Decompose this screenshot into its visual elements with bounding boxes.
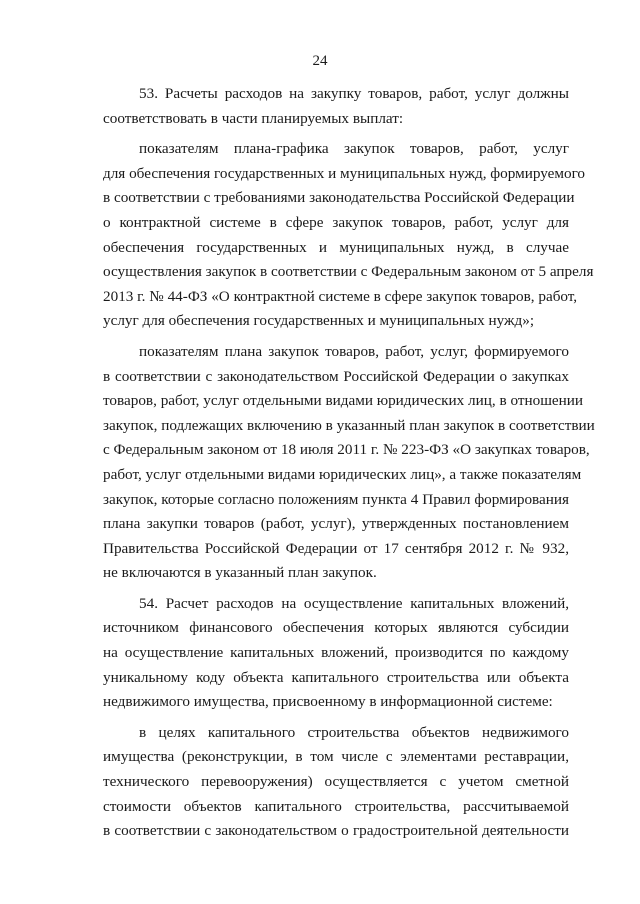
text-line: закупок, подлежащих включению в указанный план закупок в соответствии bbox=[103, 416, 595, 434]
text-line: недвижимого имущества, присвоенному в информационной системе: bbox=[103, 693, 553, 711]
text-line: обеспечения государственных и муниципальных нужд, в случае bbox=[103, 238, 569, 256]
text-line: 53. Расчеты расходов на закупку товаров, работ, услуг должны bbox=[139, 85, 569, 102]
paragraph-plan-grafik bbox=[103, 137, 594, 334]
text-line: стоимости объектов капитального строительства, рассчитываемой bbox=[103, 797, 569, 815]
text-line: в соответствии с требованиями законодательства Российской Федерации bbox=[103, 189, 575, 207]
text-line: 2013 г. № 44-ФЗ «О контрактной системе в сфере закупок товаров, работ, bbox=[103, 287, 578, 305]
text-line: с Федеральным законом от 18 июля 2011 г. № 223-ФЗ «О закупках товаров, bbox=[103, 441, 590, 459]
text-line: не включаются в указанный план закупок. bbox=[103, 564, 377, 582]
paragraph-53 bbox=[103, 82, 569, 131]
text-line: работ, услуг отдельными видами юридических лиц», а также показателям bbox=[103, 465, 582, 483]
text-line: уникальному коду объекта капитального строительства или объекта bbox=[103, 668, 569, 686]
text-line: технического перевооружения) осуществляется с учетом сметной bbox=[103, 773, 569, 791]
text-line: 54. Расчет расходов на осуществление капитальных вложений, bbox=[139, 594, 569, 612]
text-line: услуг для обеспечения государственных и муниципальных нужд»; bbox=[103, 312, 535, 330]
page-number: 24 bbox=[312, 53, 328, 69]
paragraph-plan-zakupok bbox=[103, 340, 595, 586]
text-line: в соответствии с законодательством Российской Федерации о закупках bbox=[103, 367, 569, 385]
text-line: на осуществление капитальных вложений, производится по каждому bbox=[103, 644, 569, 662]
text-line: в соответствии с законодательством о градостроительной деятельности bbox=[103, 822, 569, 840]
text-line: соответствовать в части планируемых выплат: bbox=[103, 109, 404, 127]
text-line: для обеспечения государственных и муниципальных нужд, формируемого bbox=[103, 164, 586, 182]
document-body bbox=[103, 82, 595, 844]
text-line: товаров, работ, услуг отдельными видами юридических лиц, в отношении bbox=[103, 392, 584, 410]
text-line: Правительства Российской Федерации от 17 сентября 2012 г. № 932, bbox=[103, 539, 569, 557]
paragraph-capital-construction bbox=[103, 721, 569, 844]
text-line: о контрактной системе в сфере закупок товаров, работ, услуг для bbox=[103, 213, 569, 231]
text-line: в целях капитального строительства объектов недвижимого bbox=[139, 723, 569, 741]
text-line: показателям плана-графика закупок товаров, работ, услуг bbox=[139, 140, 569, 158]
text-line: показателям плана закупок товаров, работ, услуг, формируемого bbox=[139, 342, 569, 360]
text-line: осуществления закупок в соответствии с Федеральным законом от 5 апреля bbox=[103, 263, 594, 281]
text-line: источником финансового обеспечения которых являются субсидии bbox=[103, 619, 569, 637]
paragraph-54 bbox=[103, 592, 569, 715]
text-line: плана закупки товаров (работ, услуг), утвержденных постановлением bbox=[103, 515, 569, 533]
text-line: имущества (реконструкции, в том числе с элементами реставрации, bbox=[103, 748, 569, 766]
text-line: закупок, которые согласно положениям пункта 4 Правил формирования bbox=[103, 490, 569, 508]
